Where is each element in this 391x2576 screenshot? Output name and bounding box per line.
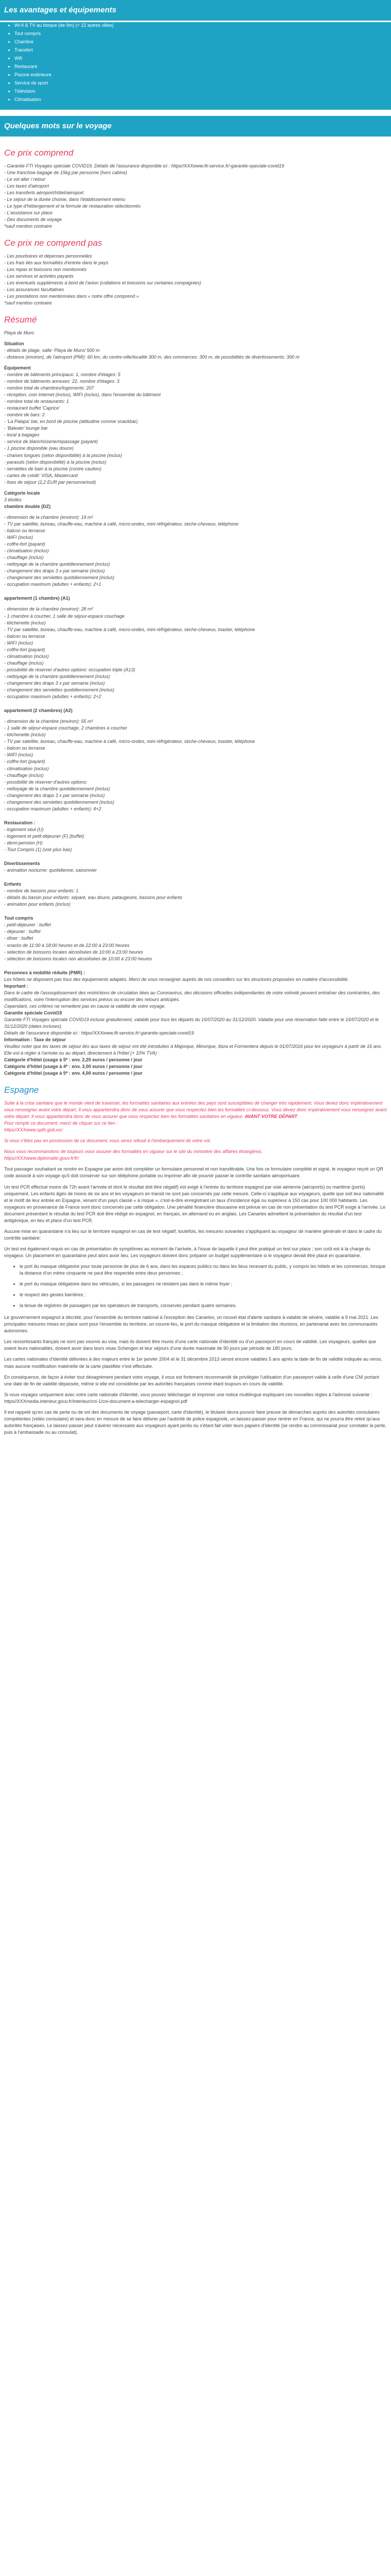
- prix-ne-comprend-item: - Les pourboires et dépenses personnelles: [4, 253, 92, 259]
- enfants-item: - animation pour enfants (inclus): [4, 902, 71, 907]
- prix-ne-comprend-item: - Les assurances facultatives: [4, 286, 64, 292]
- restauration-list: [4, 826, 387, 853]
- toutcompris-list: [4, 922, 387, 962]
- categorie-value: 3 étoiles: [4, 497, 22, 502]
- chambre-double-item: - dimension de la chambre (environ): 19 m²: [4, 514, 93, 520]
- equipement-list: [4, 371, 387, 486]
- garantie-title: Garantie spéciale Covid19: [4, 1010, 62, 1015]
- cat3-line: Catégorie d'hôtel (usage à 5* : env. 4,00 euros / personne / jour: [4, 1071, 143, 1076]
- appart2-item: - nettoyage de la chambre quotidiennement (inclus): [4, 786, 110, 791]
- equipements-list: [4, 22, 387, 103]
- prix-comprend-item: - Le vol aller / retour: [4, 176, 46, 182]
- espagne-p4-link[interactable]: https//XXXwww.diplomatie.gouv.fr/fr/: [4, 1156, 79, 1161]
- info-title: Information : Taxe de séjour: [4, 1037, 66, 1043]
- divert-list: [4, 867, 387, 874]
- appart1-item: - changement des serviettes quotidiennement (inclus): [4, 687, 115, 693]
- restauration-item: - demi-pension (H): [4, 840, 43, 845]
- espagne-p1-bold: AVANT VOTRE DÉPART: [245, 1114, 298, 1120]
- prix-ne-comprend-item: *sauf mention contraire: [4, 300, 52, 306]
- prix-comprend-item: - Le type d'hébergement et la formule de restauration sélectionnés: [4, 203, 141, 209]
- espagne-p4-text: Nous vous recommandons de toujours vous assurer des formalités en vigueur sur le site du ministère des affaires étrangères.: [4, 1149, 263, 1155]
- espagne-bullets: [4, 1263, 387, 1309]
- equipement-detail-item: - 'Baleato' lounge bar: [4, 426, 48, 431]
- espagne-p1-text: Suite à la crise sanitaire que le monde vient de traverser, les formalités sanitaires aux entrées des pays sont susceptibles de changer très rapidement. Vous devez donc impérativement vous renseigner avant votre départ. Il vous appartiendra donc de vous assurer que vous respectez bien les formalités ci-dessous. Vous devez donc impérativement vous renseigner avant votre départ. Il vous appartiendra donc de vous assurer que vous respectez bien les formalités sanitaires en vigueur.: [4, 1100, 387, 1120]
- prix-comprend-title: Ce prix comprend: [4, 147, 74, 158]
- equipement-detail-item: - service de blanchisserie/repassage (payant): [4, 439, 98, 445]
- equipement-detail-item: - restaurant buffet 'Caprice': [4, 405, 60, 411]
- chambre-double-item: - changement des draps 3 x par semaine (inclus): [4, 568, 105, 574]
- equipement-item: • Télévision: [14, 88, 387, 95]
- espagne-p1: [4, 1100, 387, 1133]
- appart2-item: - 1 salle de séjour-espace couchage, 2 chambres à coucher: [4, 725, 127, 731]
- appart1-item: - TV par satellite, bureau, chauffe-eau, machine à café, micro-ondes, mini réfrigérateur, sèche-cheveux, toaster, téléphone: [4, 626, 255, 632]
- equipement-item: • Tout compris: [14, 30, 387, 37]
- appart2-item: - dimension de la chambre (environ): 55 m²: [4, 719, 93, 724]
- espagne-bullet-item: • le port du masque obligatoire pour toute personne de plus de 6 ans, dans les espaces publics ou dans les lieux recevant du public, y compris les hôtels et les commerces, lorsque la distance d'un mètre cinquante ne peut être respectée entre deux personnes ;: [20, 1263, 387, 1277]
- espagne-p3: Si vous n'êtes pas en possession de ce document, vous serez refusé à l'embarquement de votre vol.: [4, 1138, 211, 1144]
- appart1-list: [4, 606, 387, 700]
- appart2-item: - WIFI (inclus): [4, 752, 33, 758]
- prix-ne-comprend-item: - Les prestations non mentionnées dans « notre offre comprend »: [4, 294, 139, 299]
- equipement-detail-item: - nombre de bars: 2: [4, 412, 45, 418]
- espagne-bullet-item: • la tenue de registres de passagers par les opérateurs de transports, conservés pendant quatre semaines.: [20, 1302, 387, 1309]
- appart1-title: appartement (1 chambre) (A1): [4, 596, 70, 601]
- equipement-detail-item: - nombre de bâtiments principaux: 1, nombre d'étages: 5: [4, 371, 121, 377]
- prix-ne-comprend-item: - Les frais liés aux formalités d'entrée dans le pays: [4, 260, 108, 265]
- prix-comprend-list: [4, 163, 387, 230]
- equipements-block: [0, 22, 391, 110]
- appart2-item: - changement des draps 3 x par semaine (inclus): [4, 792, 105, 798]
- appart2-item: - possibilité de réserver d'autres options:: [4, 779, 88, 785]
- pmr-text: Les hôtels ne disposent pas tous des équipements adaptés. Merci de vous renseigner auprès de nos conseillers sur les structures proposées en matière d'accessibilité.: [4, 976, 349, 982]
- toutcompris-item: - snacks de 11:00 à 18:00 heures et de 22:00 à 23:00 heures: [4, 942, 130, 948]
- situation-item: - détails de plage, salle: Playa de Muro/ 500 m: [4, 347, 100, 353]
- appart1-item: - coffre-fort (payant): [4, 647, 45, 652]
- garantie-link[interactable]: Détails de l'assurance disponible ici : https//XXXwww.fti-service.fr/-garantie-speciale-covid19: [4, 1030, 194, 1036]
- equipement-item: • Transfert: [14, 47, 387, 54]
- chambre-double-item: - coffre-fort (payant): [4, 541, 45, 547]
- toutcompris-title: Tout compris: [4, 916, 34, 921]
- appart2-item: - TV par satellite, bureau, chauffe-eau, machine à café, micro-ondes, mini réfrigérateur, sèche-cheveux, toaster, téléphone: [4, 739, 255, 744]
- appart2-list: [4, 718, 387, 812]
- restauration-item: - Tout Compris (1) (voir plus bas): [4, 847, 72, 853]
- prix-comprend-item: - Les transferts aéroport/hôtel/aéroport: [4, 190, 84, 195]
- appart1-item: - changement des draps 3 x par semaine (inclus): [4, 680, 105, 686]
- espagne-p2-link[interactable]: https//XXXwww.spth.gob.es/: [4, 1127, 63, 1133]
- equipement-item: • Wifi: [14, 55, 387, 62]
- prix-ne-comprend-item: - Les éventuels suppléments à bord de l'avion (collations et boissons sur certaines compagnies): [4, 280, 201, 285]
- cat4-line: Catégorie d'hôtel (usage à 4* : env. 3,00 euros / personne / jour: [4, 1064, 143, 1070]
- chambre-double-item: - climatisation (inclus): [4, 548, 49, 554]
- appart1-item: - nettoyage de la chambre quotidiennement (inclus): [4, 673, 110, 679]
- chambre-double-item: - occupation maximum (adultes + enfants): 2+1: [4, 582, 102, 587]
- restauration-item: - logement seul (U): [4, 826, 44, 832]
- espagne-bullet-item: • le respect des gestes barrières ;: [20, 1292, 387, 1298]
- appart2-item: - changement des serviettes quotidiennement (inclus): [4, 799, 115, 805]
- equipement-detail-item: - cartes de crédit: VISA, Mastercard: [4, 472, 78, 478]
- espagne-p12: Si vous voyagez uniquement avec votre carte nationale d'identité, vous pouvez télécharger et imprimer une notice multilingue expliquant ces nouvelles règles à l'adresse suivante : https//XXXmedia.interieur.gouv.fr/interieur/cni-1/cni-document-a-telecharger-espagnol.pdf: [4, 1392, 372, 1404]
- espagne-p7b: Un test est également requis en cas de présentation de symptômes au moment de l'arrivée, à l'issue de laquelle il peut être pratiqué un test sur place ; son coût est à la charge du voyageur. Un placement en quarantaine peut alors avoir lieu. Les voyageurs doivent donc préparer un budget supplémentaire si le voyageur devait être placé en quarantaine.: [4, 1246, 370, 1258]
- appart2-item: - chauffage (inclus): [4, 772, 44, 778]
- espagne-title: Espagne: [4, 1085, 39, 1095]
- equipement-detail-item: - nombre de bâtiments annexes: 22, nombre d'étages: 3: [4, 379, 120, 384]
- espagne-p6: Un test PCR effectué moins de 72h avant l'arrivée et dont le résultat doit être négatif) est exigé à l'entrée du territoire espagnol par voie aérienne (aéroports) ou maritime (ports) uniquement. Les enfants âgés de moins de six ans et les voyageurs en transit ne sont pas concernés par cette mesure. Celle-ci s'applique aux voyageurs, quelle que soit leur nationalité et le motif de leur entrée en Espagne, venant d'un pays classé « à risque », c'est-à-dire enregistrant un taux d'incidence égal ou supérieur à 150 cas pour 100 000 habitants. Les voyageurs en provenance de France sont donc concernés par cette obligation. Une pénalité financière dissuasive est prévue en cas de non présentation du test PCR exigé à l'arrivée. Le document présentant le résultat du test PCR doit être rédigé en espagnol, en français, en allemand ou en anglais. Les Canaries admettent la présentation du résultat d'un test antigénique, en lieu et place d'un test PCR.: [4, 1184, 386, 1223]
- pmr-title: Personnes à mobilité réduite (PMR) :: [4, 970, 86, 975]
- espagne-bullet-item: • le port du masque obligatoire dans les véhicules, si les passagers ne résident pas dans le même foyer ;: [20, 1281, 387, 1287]
- voyage-title: Quelques mots sur le voyage: [0, 116, 391, 137]
- equipement-detail-item: - serviettes de bain à la piscine (contre caution): [4, 466, 102, 471]
- enfants-title: Enfants: [4, 882, 22, 887]
- espagne-p2-text: Pour remplir ce document, merci de cliquer sur ce lien :: [4, 1121, 118, 1126]
- prix-comprend-item: - Le séjour de la durée choisie, dans l'établissement retenu: [4, 196, 125, 202]
- appart1-item: - occupation maximum (adultes + enfants): 2+2: [4, 694, 102, 700]
- toutcompris-item: - déjeuner : buffet: [4, 929, 41, 935]
- prix-ne-comprend-item: - Les services et activités payants: [4, 273, 74, 279]
- appart2-item: - climatisation (inclus): [4, 766, 49, 771]
- enfants-item: - détails du bassin pour enfants: séparé, eau douce, pataugeoire, bassins pour enfants: [4, 895, 183, 901]
- prix-comprend-item: - Une franchise bagage de 15kg par personne (hors cabine): [4, 170, 127, 175]
- restauration-title: Restauration :: [4, 820, 36, 825]
- appart2-item: - balcon ou terrasse: [4, 745, 45, 751]
- divert-title: Divertissements: [4, 861, 40, 867]
- resume-location: Playa de Muro: [4, 330, 35, 335]
- chambre-double-item: - balcon ou terrasse: [4, 528, 45, 533]
- equipement-detail-item: - chaises longues (selon disponibilité) à la piscine (inclus): [4, 452, 122, 458]
- resume-title: Résumé: [4, 315, 37, 325]
- appart1-item: - WIFI (inclus): [4, 640, 33, 646]
- toutcompris-item: - sélection de boissons locales alcoolisées de 10:00 à 23:00 heures: [4, 949, 143, 955]
- appart2-item: - coffre-fort (payant): [4, 759, 45, 765]
- important-text: Dans le cadre de l'assouplissement des restrictions de circulation liées au Coronavirus, des décisions officielles indépendantes de notre volonté peuvent entraîner des contraintes, des modifications, voire l'interruption des services prévus ou encore des retours anticipés.: [4, 990, 380, 1002]
- appart1-item: - kitchenette (inclus): [4, 620, 46, 625]
- espagne-p13: Il est rappelé qu'en cas de perte ou de vol des documents de voyage (passeport, carte d'identité), le titulaire devra pouvoir faire preuve de démarches auprès des autorités consulaires compétentes (vidéo consulaire) et sera donc en mesure de se faire délivrer par l'autorité de police espagnole, un laissez-passer pour rentrer en France, qui ne pourra être retiré qu'aux autorités françaises. Le laissez-passer peut s'avérer nécessaire aux voyageurs ayant perdu ou s'étant fait voler leurs papiers d'identité (se rendre au commissariat pour constater la perte, puis à l'ambassade ou au consulat).: [4, 1409, 387, 1435]
- situation-title: Situation: [4, 341, 24, 346]
- equipement-detail-item: - parasols (selon disponibilité) à la piscine (inclus): [4, 459, 107, 465]
- equipement-item: • Wi-fi & TV au bloque (de 9m) (+ 22 autres villes): [14, 22, 387, 29]
- toutcompris-item: - dîner : buffet: [4, 936, 34, 941]
- equipement-detail-item: - réception, coin Internet (inclus), WIFI (inclus), dans l'ensemble du bâtiment: [4, 392, 161, 398]
- appart1-item: - 1 chambre à coucher, 1 salle de séjour-espace couchage: [4, 613, 125, 619]
- prix-ne-comprend-title: Ce prix ne comprend pas: [4, 238, 102, 248]
- equipement-detail-item: - 'La Palapa' bar, en bord de piscine (attitudine comme snackbar): [4, 419, 138, 425]
- espagne-p9: Les ressortissants français ne sont pas soumis au visa, mais ils doivent être munis d'une carte nationale d'identité ou d'un passeport en cours de validité. Les voyageurs, quelles que soient leurs nationalités, doivent avoir dans leurs visas Schengen et leur séjours d'une durée maximale de 90 jours par période de 180 jours.: [4, 1339, 377, 1351]
- espagne-p10: Les cartes nationales d'identité délivrées à des majeurs entre le 1er janvier 2004 et le 31 décembre 2013 seront encore valables 5 ans après la date de fin de validité indiquée au verso, mais aucune modification matérielle de la carte plastifiée n'est effectuée.: [4, 1357, 383, 1369]
- important-title: Important :: [4, 983, 28, 989]
- espagne-p11: En conséquence, de façon à éviter tout désagrément pendant votre voyage, il vous est fortement recommandé de privilégier l'utilisation d'un passeport valide à celle d'une CNI portant une date de fin de validité dépassée, même si elle est considérée par les autorités françaises comme étant toujours en cours de validité.: [4, 1374, 379, 1386]
- situation-item: - distance (environ), de l'aéroport (PMI): 60 km, du centre-ville/localité 300 m, des commerces: 300 m, de possibilités de divertissements: 300 m: [4, 354, 300, 360]
- cat5-line: Catégorie d'hôtel (usage à 5* : env. 2,20 euros / personne / jour: [4, 1057, 143, 1063]
- espagne-p5: Tout passager souhaitant se rendre en Espagne par avion doit compléter un formulaire personnel et non transférable. Une fois ce formulaire complété et signé, le voyageur reçoit un QR code associé à son voyage qu'il doit conserver sur son téléphone portable ou imprimer afin de pouvoir passer le contrôle sanitaire aéroportuaire.: [4, 1166, 383, 1179]
- chambre-double-item: - nettoyage de la chambre quotidiennement (inclus): [4, 562, 110, 567]
- equipement-item: • Service de sport: [14, 80, 387, 87]
- info-text: Veuillez noter que les taxes de séjour liés aux taxes de séjour ont été introduites à Majorque, Minorque, Ibiza et Formentera depuis le 01/07/2016 pour les voyageurs à partir de 16 ans. Elle est à régler à l'arrivée ou au départ, directement à l'hôtel (+ 10% TVA) :: [4, 1044, 382, 1056]
- main-content: [0, 137, 391, 1450]
- toutcompris-item: - petit-déjeuner : buffet: [4, 922, 51, 928]
- enfants-list: [4, 888, 387, 908]
- enfants-item: - nombre de bassins pour enfants: 1: [4, 888, 79, 894]
- prix-ne-comprend-item: - Les repas et boissons non mentionnés: [4, 266, 87, 272]
- divert-item: - animation nocturne: quotidienne, saisonnier: [4, 868, 97, 873]
- prix-comprend-item: - L'assistance sur place: [4, 210, 53, 215]
- appart1-item: - dimension de la chambre (environ): 28 m²: [4, 606, 93, 612]
- espagne-p7: Aucune mise en quarantaine n'a lieu sur le territoire espagnol en cas de test négatif, toutefois, les mesures suivantes s'appliquent au voyageur de manière générale et dans le cadre du contrôle sanitaire:: [4, 1228, 382, 1241]
- equipement-item: • Climatisation: [14, 96, 387, 103]
- equipement-detail-item: - 1 piscine disponible (eau douce): [4, 446, 74, 451]
- prix-comprend-item: - Des documents de voyage: [4, 216, 62, 222]
- chambre-double-item: - TV par satellite, bureau, chauffe-eau, machine à café, micro-ondes, mini réfrigérateur, sèche-cheveux, téléphone: [4, 521, 239, 527]
- chambre-double-title: chambre double (DZ): [4, 503, 51, 509]
- toutcompris-item: - sélection de boissons locales non alcoolisées de 10:00 à 23:00 heures: [4, 956, 152, 961]
- prix-comprend-item: - Les taxes d'aéroport: [4, 183, 49, 189]
- chambre-double-item: - WIFI (inclus): [4, 535, 33, 540]
- equipement-detail-item: - lises de séjour (2,2 EUR par personne/nuit): [4, 479, 96, 485]
- chambre-double-item: - changement des serviettes quotidiennement (inclus): [4, 575, 115, 581]
- equipement-item: • Piscine extérieure: [14, 72, 387, 78]
- appart1-item: - possibilité de réserver d'autres options: occupation triple (A13): [4, 667, 135, 672]
- equipement-item: • Restaurant: [14, 63, 387, 70]
- equipement-item: • Chambre: [14, 39, 387, 45]
- situation-list: [4, 347, 387, 361]
- equipement-detail-item: - nombre total de restaurants: 1: [4, 399, 69, 404]
- appart2-title: appartement (2 chambres) (A2): [4, 708, 73, 714]
- prix-ne-comprend-list: [4, 253, 387, 307]
- equipements-title: Les avantages et équipements: [0, 0, 391, 21]
- appart1-item: - balcon ou terrasse: [4, 633, 45, 639]
- equipement-detail-item: - nombre total de chambres/logements: 207: [4, 385, 94, 391]
- espagne-p8: Le gouvernement espagnol a décrété, pour l'ensemble du territoire national à l'exception des Canaries, un nouvel état d'alerte sanitaire à valable de sévère, valable à 9 mai 2021. Les principales mesures mises en place sont pour l'ensemble du territoire, un couvre-feu, le port du masque obligatoire et la limitation des réunions, en partenariat avec les communautés autonomes.: [4, 1315, 379, 1334]
- categorie-title: Catégorie locale: [4, 490, 40, 496]
- equipement-detail-item: - local à bagages: [4, 432, 40, 438]
- restauration-item: - logement et petit-déjeuner (F) (buffet): [4, 833, 85, 839]
- prix-comprend-item: *sauf mention contraire: [4, 224, 52, 229]
- chambre-double-list: [4, 514, 387, 588]
- equipement-title: Équipement: [4, 365, 31, 370]
- appart2-item: - occupation maximum (adultes + enfants): 4+2: [4, 806, 102, 811]
- important-text-2: Cependant, ces critères ne remettent pas en cause la validité de votre voyage.: [4, 1003, 166, 1009]
- espagne-p4: [4, 1148, 387, 1162]
- garantie-text: Garantie FTI Voyages spéciale COVID19 incluse gratuitement, valable pour tous les départs du 15/07/2020 au 31/12/2020. Valable pour une réservation faite entre le 15/07/2020 et le 31/12/2020 (dates incluses).: [4, 1017, 379, 1029]
- chambre-double-item: - chauffage (inclus): [4, 555, 44, 561]
- appart1-item: - chauffage (inclus): [4, 660, 44, 666]
- appart1-item: - climatisation (inclus): [4, 653, 49, 659]
- appart2-item: - kitchenette (inclus): [4, 732, 46, 738]
- prix-comprend-item: - Garantie FTI Voyages spéciale COVID19. Détails de l'assurance disponible ici : https//XXXwww.fti-service.fr/-garantie-speciale-covid19: [4, 163, 284, 168]
